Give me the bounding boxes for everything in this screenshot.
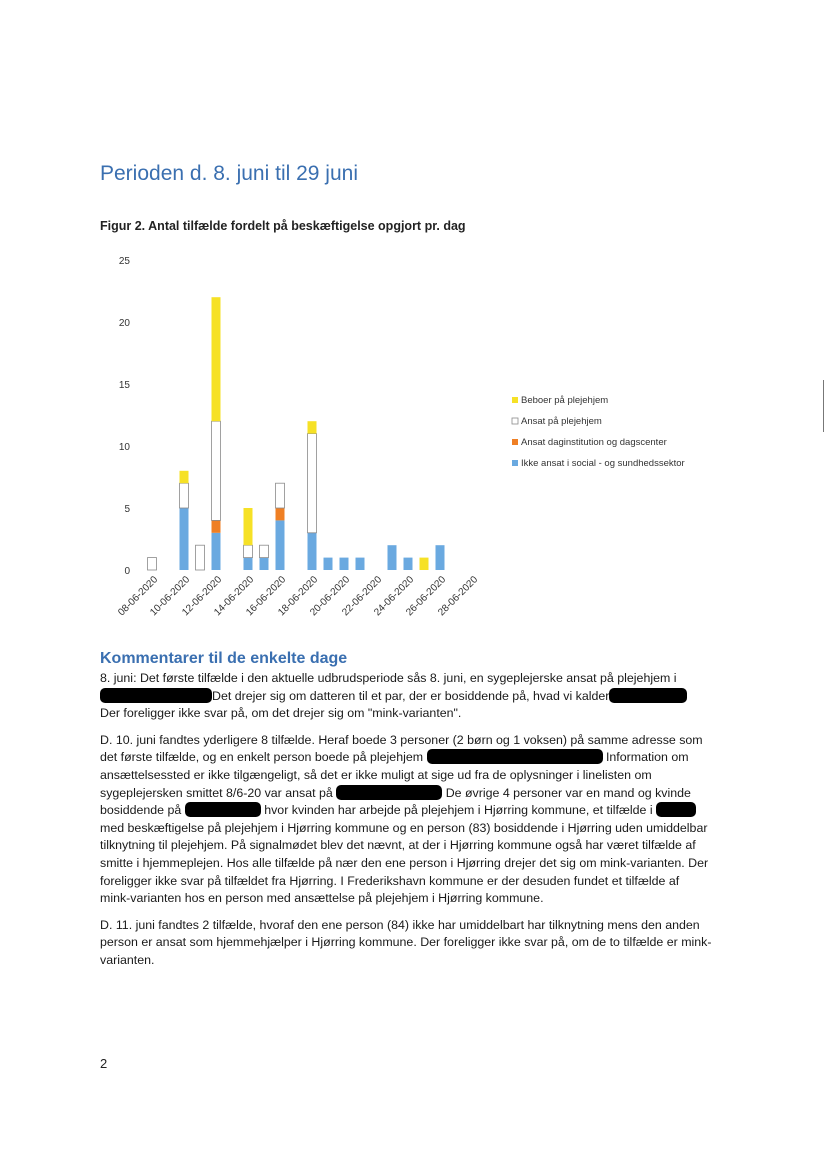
bar-segment [276, 520, 285, 570]
bar-segment [436, 545, 445, 570]
bar-segment [244, 508, 253, 545]
bar-segment [196, 545, 205, 570]
page-number: 2 [100, 1056, 108, 1071]
bar-segment [212, 297, 221, 421]
bar-segment [276, 508, 285, 520]
scan-edge-mark [823, 380, 824, 432]
y-tick-label: 10 [118, 442, 130, 453]
bar-segment [340, 558, 349, 570]
legend-label: Ikke ansat i social - og sundhedssektor [521, 458, 685, 469]
y-tick-label: 15 [118, 380, 130, 391]
legend-swatch [512, 460, 518, 466]
bar-segment [180, 471, 189, 483]
x-tick-label: 20-06-2020 [308, 574, 353, 619]
x-tick-label: 22-06-2020 [340, 574, 385, 619]
comment-block [100, 670, 712, 979]
bar-segment [212, 533, 221, 570]
chart-legend [512, 395, 685, 469]
p1-text-b: Det drejer sig om datteren til et par, der er bosiddende på, hvad vi kalder [212, 688, 610, 703]
legend-swatch [512, 418, 518, 424]
x-tick-label: 14-06-2020 [212, 574, 257, 619]
bar-segment [404, 558, 413, 570]
legend-swatch [512, 439, 518, 445]
x-tick-label: 24-06-2020 [372, 574, 417, 619]
p2-text-b: Information om ansættelsessted er ikke tilgængeligt, så det er ikke muligt at sige ud fra de oplysninger i linelisten om sygeplejersken smittet 8/6-20 var ansat på [100, 750, 689, 800]
paragraph-june-8 [100, 670, 712, 723]
paragraph-june-10 [100, 732, 712, 908]
bar-segment [388, 545, 397, 570]
comments-heading: Kommentarer til de enkelte dage [100, 650, 348, 667]
x-tick-label: 10-06-2020 [148, 574, 193, 619]
x-tick-label: 26-06-2020 [404, 574, 449, 619]
legend-swatch [512, 397, 518, 403]
chart-bars [148, 297, 445, 570]
redaction-bar [427, 749, 603, 764]
redaction-bar [185, 802, 261, 817]
p1-text-c: Der foreligger ikke svar på, om det drejer sig om "mink-varianten". [100, 706, 462, 721]
p2-text-a: D. 10. juni fandtes yderligere 8 tilfælde. Heraf boede 3 personer (2 børn og 1 voksen) på samme adresse som det første tilfælde, og en enkelt person boede på plejehjem [100, 732, 703, 765]
redaction-bar [656, 802, 696, 817]
redaction-bar [609, 688, 687, 703]
bar-segment [180, 483, 189, 508]
y-axis-ticks [119, 256, 131, 577]
x-tick-label: 12-06-2020 [180, 574, 225, 619]
figure-caption: Figur 2. Antal tilfælde fordelt på beskæftigelse opgjort pr. dag [100, 219, 466, 233]
legend-label: Ansat på plejehjem [521, 416, 602, 427]
p2-text-e: med beskæftigelse på plejehjem i Hjørring kommune og en person (83) bosiddende i Hjørring uden umiddelbar tilknytning til plejehjem. På signalmødet blev det nævnt, at der i Hjørring kommune også har været tilfælde af smitte i hjemmeplejen. Hos alle tilfælde på nær den ene person i Hjørring drejer det sig om mink-varianten. Der foreligger ikke svar på tilfældet fra Hjørring. I Frederikshavn kommune er der desuden fundet et tilfælde af mink-varianten hos en person med ansættelse på plejehjem i Hjørring kommune. [100, 820, 709, 906]
bar-segment [308, 533, 317, 570]
bar-segment [324, 558, 333, 570]
p2-text-d: hvor kvinden har arbejde på plejehjem i Hjørring kommune, et tilfælde i [264, 803, 653, 818]
bar-segment [308, 421, 317, 433]
bar-segment [212, 520, 221, 532]
y-tick-label: 5 [124, 504, 130, 515]
bar-segment [356, 558, 365, 570]
y-tick-label: 25 [118, 256, 130, 267]
y-tick-label: 0 [124, 566, 130, 577]
y-tick-label: 20 [118, 318, 130, 329]
bar-segment [180, 508, 189, 570]
x-tick-label: 08-06-2020 [116, 574, 161, 619]
x-tick-label: 16-06-2020 [244, 574, 289, 619]
x-tick-label: 28-06-2020 [436, 574, 481, 619]
page-heading: Perioden d. 8. juni til 29 juni [100, 162, 358, 185]
bar-segment [212, 421, 221, 520]
bar-segment [148, 558, 157, 570]
bar-segment [260, 558, 269, 570]
legend-label: Ansat daginstitution og dagscenter [521, 437, 667, 448]
legend-label: Beboer på plejehjem [521, 395, 609, 406]
x-tick-label: 18-06-2020 [276, 574, 321, 619]
bar-segment [244, 545, 253, 557]
redaction-bar [100, 688, 212, 703]
bar-segment [260, 545, 269, 557]
bar-segment [244, 558, 253, 570]
p1-text-a: 8. juni: Det første tilfælde i den aktuelle udbrudsperiode sås 8. juni, en sygeplejerske ansat på plejehjem i [100, 671, 677, 685]
bar-segment [420, 558, 429, 570]
redaction-bar [336, 785, 442, 800]
p2-text-c: De øvrige 4 personer var en mand og kvinde bosiddende på [100, 785, 691, 818]
bar-segment [308, 434, 317, 533]
x-axis-ticks [116, 574, 480, 618]
bar-segment [276, 483, 285, 508]
stacked-bar-chart [100, 245, 730, 640]
paragraph-june-11: D. 11. juni fandtes 2 tilfælde, hvoraf den ene person (84) ikke har umiddelbart har tilknytning mens den anden person er ansat som hjemmehjælper i Hjørring kommune. Der foreligger ikke svar på, om de to tilfælde er mink-varianten. [100, 917, 712, 967]
